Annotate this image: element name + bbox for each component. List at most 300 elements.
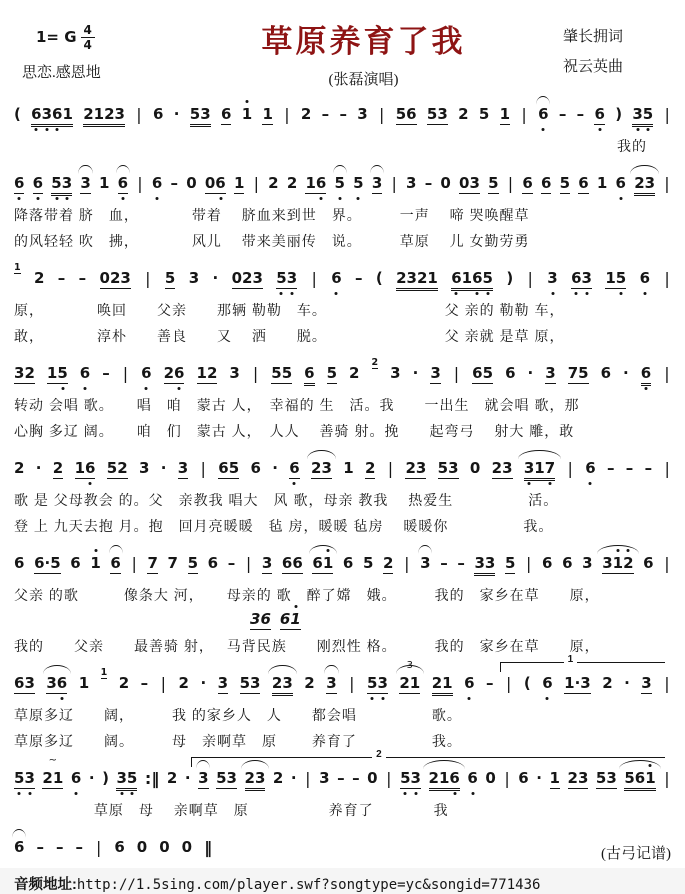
note-token: 317 <box>523 459 556 477</box>
note-token: · <box>35 459 42 477</box>
note-token: · <box>624 674 630 692</box>
note-token: · <box>527 364 534 382</box>
note-token: 35 <box>116 769 138 787</box>
note-token: 5 <box>353 174 364 192</box>
note-token: 6165 <box>451 269 493 287</box>
barline: | <box>349 674 355 693</box>
note-token: 6 <box>522 174 533 192</box>
note-token: – <box>55 838 64 856</box>
notation-line <box>14 824 671 863</box>
note-token: 3 <box>198 769 209 787</box>
note-token: 33 <box>474 554 496 572</box>
note-token: ‖ <box>204 838 213 857</box>
note-token: 53 <box>595 769 617 787</box>
volta-label: 2 <box>372 750 386 760</box>
note-token: 36 <box>250 610 271 628</box>
note-token: 53 <box>367 674 388 692</box>
ornament-mark: 3 <box>406 660 413 671</box>
note-token: 6 <box>331 269 342 287</box>
note-token: · <box>173 105 180 123</box>
note-token: · <box>412 364 419 382</box>
barline: | <box>567 459 573 478</box>
note-token: – <box>606 459 615 477</box>
note-token: 2 <box>33 269 45 287</box>
note-token: 2 <box>300 105 312 123</box>
note-token: 53 <box>51 174 73 192</box>
note-token: 312 <box>602 554 634 572</box>
note-token: 6 <box>540 174 552 192</box>
note-token: 2321 <box>396 269 438 287</box>
note-token: 3 <box>371 174 383 192</box>
note-token: 6 <box>640 364 652 382</box>
notation-line <box>14 749 671 794</box>
audio-address-line <box>14 873 671 894</box>
barline: | <box>245 554 252 573</box>
note-token: 2 <box>286 174 298 192</box>
note-token: 6 <box>220 105 232 123</box>
ornament-mark: ~ <box>48 755 58 766</box>
note-token: ) <box>102 769 109 787</box>
note-token: 6 <box>578 174 589 192</box>
note-token: 6 <box>117 174 129 192</box>
note-token: 2 <box>602 674 613 692</box>
note-token: 3 <box>229 364 240 382</box>
note-token: – <box>457 554 465 572</box>
notation-line <box>14 445 671 484</box>
note-token: 6 <box>151 174 163 192</box>
note-token: 26 <box>163 364 185 382</box>
barline: | <box>122 364 129 383</box>
note-token: 53 <box>14 769 35 787</box>
note-token: 3 <box>641 674 652 692</box>
note-token: 6 <box>342 554 354 572</box>
note-token: 3 <box>80 174 91 192</box>
audio-url: http://1.5sing.com/player.swf?songtype=yc&songid=771436 <box>76 877 541 893</box>
note-token: 63 <box>14 674 35 692</box>
note-token: 66 <box>281 554 303 572</box>
barline: | <box>145 269 151 288</box>
note-token: 06 <box>204 174 226 192</box>
note-token: · <box>536 769 542 787</box>
note-token: 3 <box>138 459 150 477</box>
notation-credit: (古弓记谱) <box>601 846 671 862</box>
note-token: 3 <box>326 674 337 692</box>
lyric-line: 原， 唤回 父亲 那辆 勒勒 车。 父 亲的 勒勒 车， <box>14 302 565 318</box>
key-signature <box>14 24 164 51</box>
music-system-7 <box>0 654 685 751</box>
note-token: 1 <box>14 262 21 273</box>
meter-denominator: 4 <box>83 38 92 52</box>
lyric-line: 父亲 的歌 像条大 河， 母亲的 歌 醉了嫦 娥。 我的 家乡在草 原， <box>14 587 600 603</box>
note-token: – <box>78 269 87 287</box>
score-header <box>0 0 685 89</box>
barline: | <box>160 674 167 693</box>
note-token: · <box>160 459 167 477</box>
key-and-expression <box>14 16 164 82</box>
note-token: 5 <box>164 269 176 287</box>
note-token: 5 <box>488 174 499 192</box>
note-token: ( <box>375 269 383 287</box>
note-token: 36 <box>46 674 68 692</box>
barline: | <box>311 269 317 288</box>
note-token: 3 <box>357 105 368 123</box>
note-token: ( <box>14 105 21 123</box>
note-token: 15 <box>605 269 627 287</box>
barline: | <box>391 174 397 193</box>
note-token: 56 <box>395 105 417 123</box>
note-token: 3 <box>217 674 229 692</box>
note-token: ) <box>506 269 514 287</box>
barline: | <box>664 674 670 693</box>
note-token: 3 <box>390 364 401 382</box>
note-token: 23 <box>311 459 332 477</box>
note-token: 6 <box>542 674 553 692</box>
note-token: 2 <box>364 459 376 477</box>
note-token: – <box>102 364 110 382</box>
note-token: 3 <box>406 174 417 192</box>
barline: | <box>453 364 460 383</box>
note-token: 53 <box>189 105 211 123</box>
note-token: 65 <box>472 364 494 382</box>
note-token: – <box>75 838 83 856</box>
note-token: 3 <box>188 269 200 287</box>
barline: | <box>664 459 670 478</box>
barline: | <box>504 769 510 788</box>
alternate-melody-line <box>250 610 671 630</box>
barline: | <box>284 105 290 124</box>
note-token: 2 <box>304 674 315 692</box>
note-token: 53 <box>437 459 459 477</box>
note-token: 2 <box>166 769 178 787</box>
note-token: 6 <box>14 174 25 192</box>
barline: | <box>200 459 206 478</box>
note-token: 6 <box>110 554 121 572</box>
note-token: – <box>644 459 653 477</box>
notation-line <box>14 160 671 199</box>
note-token: 21 <box>431 674 453 692</box>
note-token: ( <box>523 674 531 692</box>
note-token: – <box>140 674 149 692</box>
note-token: 2 <box>118 674 130 692</box>
note-token: 1 <box>262 105 273 123</box>
lyric-line: 心胸 多辽 阔。 咱 们 蒙古 人， 人人 善骑 射。挽 起弯弓 射大 雕，敢 <box>14 423 575 439</box>
note-token: 0 <box>186 174 197 192</box>
note-token: 53 <box>400 769 421 787</box>
note-token: – <box>424 174 433 192</box>
note-token: 15 <box>46 364 68 382</box>
note-token: 6 <box>585 459 596 477</box>
note-token: · <box>272 459 278 477</box>
note-token: 1 <box>99 174 110 192</box>
note-token: 2 <box>14 459 25 477</box>
note-token: 65 <box>218 459 240 477</box>
note-token: 23 <box>405 459 427 477</box>
notation-line <box>14 91 671 130</box>
volta-bracket-1 <box>500 654 665 672</box>
note-token: 0 <box>469 459 481 477</box>
note-token: 6 <box>79 364 91 382</box>
barline: | <box>526 554 532 573</box>
note-token: 23 <box>634 174 656 192</box>
note-token: – <box>36 838 44 856</box>
note-token: 6 <box>562 554 573 572</box>
note-token: 0 <box>485 769 496 787</box>
barline: | <box>527 269 533 288</box>
note-token: 0 <box>440 174 451 192</box>
barline: | <box>664 174 670 193</box>
barline: | <box>95 838 102 857</box>
note-token: 6 <box>643 554 654 572</box>
note-token: 21 3 <box>399 660 421 692</box>
note-token: 16 <box>305 174 327 192</box>
note-token: · <box>623 364 629 382</box>
note-token: 1·3 <box>564 674 591 692</box>
notation-line <box>14 654 671 699</box>
note-token: 23 <box>244 769 266 787</box>
lyric-line: 登 上 九天去抱 月。抱 回月亮暖暖 毡 房，暖暖 毡房 暖暖你 我。 <box>14 518 554 534</box>
barline: | <box>664 105 670 124</box>
note-token: 5 <box>362 554 374 572</box>
note-token: 3 <box>547 269 558 287</box>
lyric-line: 我的 <box>617 138 647 154</box>
music-system-3 <box>0 255 685 346</box>
note-token: 561 <box>624 769 656 787</box>
note-token: 6 <box>114 838 125 856</box>
note-token: 7 <box>147 554 158 572</box>
music-system-5 <box>0 445 685 536</box>
note-token: 023 <box>231 269 263 287</box>
note-token: 6 <box>304 364 315 382</box>
note-token: · <box>290 769 297 787</box>
lyric-line: 草原多辽 阔。 母 亲啊草 原 养育了 我。 <box>14 733 462 749</box>
lyric-line: 我的 父亲 最善骑 射， 马背民族 刚烈性 格。 我的 家乡在草 原， <box>14 638 600 654</box>
note-token: 6 <box>600 364 612 382</box>
note-token: – <box>57 269 66 287</box>
note-token: 1 <box>549 769 560 787</box>
note-token: 6 <box>518 769 529 787</box>
note-token: 6 <box>153 105 164 123</box>
barline: | <box>507 174 514 193</box>
note-token: 6·5 <box>34 554 61 572</box>
note-token: 6 <box>467 769 478 787</box>
barline: | <box>137 174 143 193</box>
barline: | <box>305 769 311 788</box>
note-token: 6 <box>141 364 152 382</box>
note-token: 6 <box>538 105 549 123</box>
note-token: 2 <box>349 364 360 382</box>
note-token: 6 <box>542 554 553 572</box>
barline: | <box>664 364 670 383</box>
notation-line <box>14 350 671 389</box>
note-token: 03 <box>459 174 480 192</box>
barline: | <box>505 674 512 693</box>
lyric-line: 转动 会唱 歌。 唱 咱 蒙古 人， 幸福的 生 活。我 一出生 就会唱 歌，那 <box>14 397 580 413</box>
note-token: 6 <box>250 459 261 477</box>
note-token: 32 <box>14 364 35 382</box>
note-token: 6 <box>14 838 25 856</box>
note-token: 5 <box>504 554 516 572</box>
note-token: – <box>227 554 236 572</box>
note-token: ) <box>615 105 623 123</box>
note-token: · <box>184 769 191 787</box>
note-token: 52 <box>106 459 128 477</box>
note-token: 61 <box>312 554 334 572</box>
note-token: 1 <box>596 174 608 192</box>
note-token: 53 <box>426 105 448 123</box>
note-token: 6361 <box>31 105 73 123</box>
barline: | <box>387 459 394 478</box>
note-token: 5 <box>478 105 490 123</box>
note-token: 55 <box>271 364 293 382</box>
note-token: 2123 <box>83 105 125 123</box>
lyric-line: 的风轻轻 吹 拂， 风儿 带来美丽传 说。 草原 儿 女勤劳勇 <box>14 233 530 249</box>
barline: | <box>252 364 259 383</box>
note-token: 16 <box>74 459 96 477</box>
barline: | <box>136 105 142 124</box>
barline: | <box>404 554 410 573</box>
note-token: 0 <box>136 838 148 856</box>
note-token: 6 <box>594 105 605 123</box>
note-token: 6 <box>70 554 81 572</box>
note-token: 3 <box>582 554 593 572</box>
note-token: 2 <box>272 769 284 787</box>
note-token: 5 <box>334 174 345 192</box>
music-system-2 <box>0 160 685 251</box>
note-token: – <box>355 269 363 287</box>
note-token: · <box>212 269 219 287</box>
song-title: 草原养育了我 <box>261 24 466 59</box>
barline: | <box>379 105 385 124</box>
note-token: – <box>337 769 345 787</box>
note-token: 5 <box>559 174 571 192</box>
note-token: 1 <box>241 105 253 123</box>
barline: | <box>131 554 137 573</box>
note-token: 6 <box>32 174 44 192</box>
note-token: – <box>352 769 360 787</box>
note-token: 1 <box>499 105 511 123</box>
note-token: 3 <box>545 364 556 382</box>
note-token: 35 <box>632 105 654 123</box>
music-system-6 <box>0 540 685 656</box>
note-token: 61 <box>279 610 301 628</box>
note-token: 3 <box>319 769 330 787</box>
note-token: 2 <box>383 554 394 572</box>
volta-label: 1 <box>564 655 578 665</box>
notation-line <box>14 255 671 294</box>
note-token: 1 <box>90 554 101 572</box>
note-token: 6 <box>639 269 650 287</box>
note-token: 6 <box>615 174 626 192</box>
barline: | <box>386 769 392 788</box>
barline: | <box>664 554 670 573</box>
note-token: 023 <box>99 269 131 287</box>
note-token: 3 <box>177 459 189 477</box>
lyric-line: 歌 是 父母教会 的。父 亲教我 唱大 风 歌，母亲 教我 热爱生 活。 <box>14 492 559 508</box>
note-token: – <box>576 105 585 123</box>
note-token: 2 <box>178 674 189 692</box>
note-token: 6 <box>207 554 219 572</box>
note-token: 23 <box>567 769 589 787</box>
meter-numerator: 4 <box>81 24 95 38</box>
music-system-8 <box>0 749 685 820</box>
lyric-line: 草原 母 亲啊草 原 养育了 我 <box>14 802 449 818</box>
note-token: 216 <box>428 769 460 787</box>
note-token: · <box>200 674 207 692</box>
note-token: 53 <box>276 269 298 287</box>
note-token: 23 <box>271 674 293 692</box>
note-token: 21 ~ <box>42 755 64 787</box>
lyricist-credit: 肇长拥词 <box>563 29 624 45</box>
note-token: 53 <box>216 769 237 787</box>
note-token: 2 <box>268 174 279 192</box>
note-token: 0 <box>159 838 170 856</box>
note-token: – <box>440 554 448 572</box>
title-block <box>164 16 563 89</box>
notation-line <box>14 540 671 579</box>
barline: | <box>521 105 527 124</box>
note-token: 6 <box>14 554 25 572</box>
note-token: – <box>486 674 494 692</box>
note-token: 7 <box>167 554 178 572</box>
note-token: 12 <box>196 364 218 382</box>
note-token: – <box>625 459 634 477</box>
note-token: 63 <box>571 269 592 287</box>
barline: | <box>664 769 670 788</box>
note-token: 5 <box>187 554 199 572</box>
music-system-4 <box>0 350 685 441</box>
performer-subtitle: (张磊演唱) <box>328 72 399 88</box>
note-token: 0 <box>367 769 378 787</box>
note-token: 6 <box>289 459 300 477</box>
music-system-9 <box>0 824 685 863</box>
note-token: 5 <box>326 364 338 382</box>
note-token: 6 <box>464 674 475 692</box>
time-signature <box>81 24 95 51</box>
note-token: :‖ <box>144 769 160 788</box>
lyric-line: 敢， 淳朴 善良 又 洒 脱。 父 亲就 是草 原， <box>14 328 565 344</box>
audio-address-label: 音频地址: <box>14 877 77 893</box>
note-token: – <box>558 105 567 123</box>
note-token: 3 <box>261 554 273 572</box>
music-system-1 <box>0 91 685 156</box>
note-token: 23 <box>491 459 513 477</box>
barline: | <box>664 269 670 288</box>
note-token: 3 <box>430 364 441 382</box>
note-token: 6 <box>70 769 82 787</box>
note-token: 2 <box>371 357 379 368</box>
note-token: 75 <box>567 364 589 382</box>
note-token: – <box>170 174 179 192</box>
note-token: 53 <box>239 674 261 692</box>
note-token: 2 <box>52 459 64 477</box>
note-token: 6 <box>505 364 516 382</box>
note-token: 3 <box>420 554 431 572</box>
barline: | <box>253 174 259 193</box>
credits-block <box>563 16 671 82</box>
note-token: 1 <box>78 674 90 692</box>
note-token: · <box>88 769 95 787</box>
score-body <box>0 89 685 863</box>
note-token: 2 <box>458 105 469 123</box>
note-token: – <box>339 105 347 123</box>
lyric-line: 草原多辽 阔， 我 的家乡人 人 都会唱 歌。 <box>14 707 462 723</box>
composer-credit: 祝云英曲 <box>563 59 624 75</box>
tonality: 1= G <box>36 28 77 46</box>
lyric-line: 降落带着 脐 血， 带着 脐血来到世 界。 一声 啼 哭唤醒草 <box>14 207 530 223</box>
note-token: 0 <box>181 838 193 856</box>
expression-marking: 思恋.感恩地 <box>22 65 101 81</box>
note-token: 1 <box>343 459 354 477</box>
